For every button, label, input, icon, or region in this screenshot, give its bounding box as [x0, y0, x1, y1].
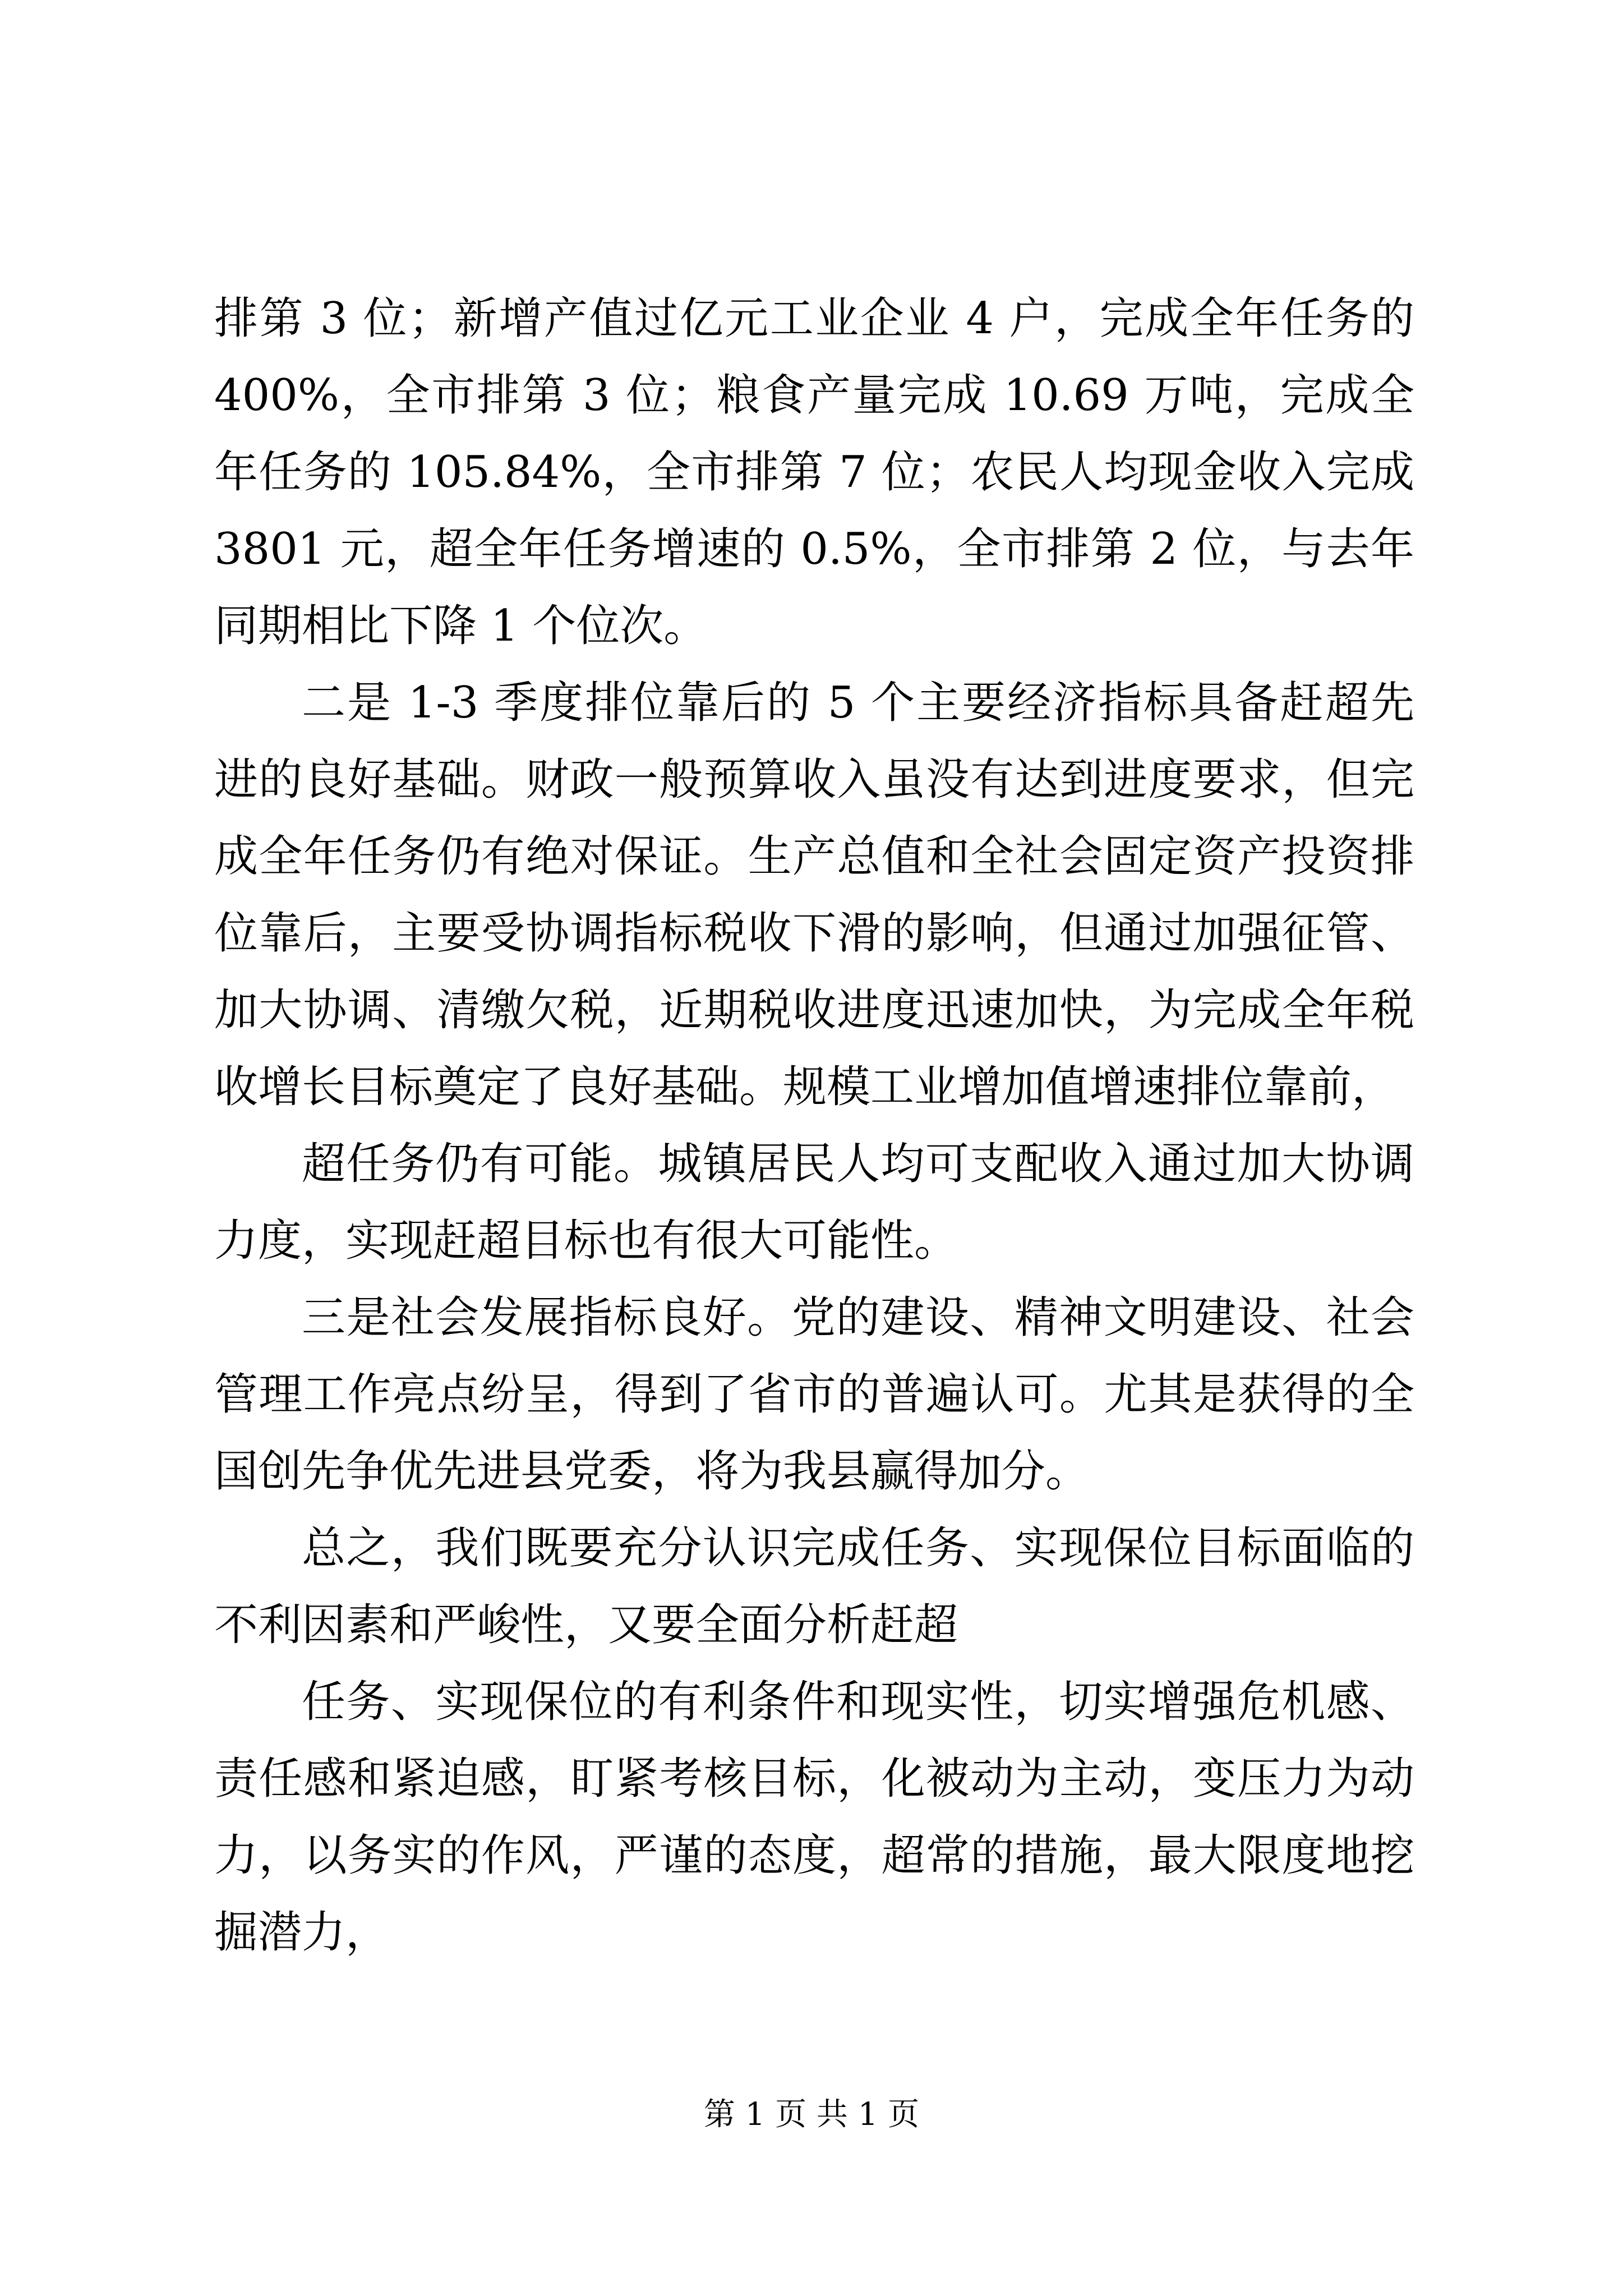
paragraph-point-two-continued: 超任务仍有可能。城镇居民人均可支配收入通过加大协调力度，实现赶超目标也有很大可能性。 [214, 1139, 1414, 1266]
paragraph-point-two: 二是 1-3 季度排位靠后的 5 个主要经济指标具备赶超先进的良好基础。财政一般预算收入虽没有达到进度要求，但完成全年任务仍有绝对保证。生产总值和全社会固定资产投资排位靠后，主要受协调指标税收下滑的影响，但通过加强征管、加大协调、清缴欠税，近期税收进度迅速加快，为完成全年税收增长目标奠定了良好基础。规模工业增加值增速排位靠前， [214, 678, 1414, 1112]
document-body [214, 280, 1414, 1971]
paragraph-summary: 总之，我们既要充分认识完成任务、实现保位目标面临的不利因素和严峻性，又要全面分析赶超 [214, 1523, 1414, 1650]
paragraph-point-three: 三是社会发展指标良好。党的建设、精神文明建设、社会管理工作亮点纷呈，得到了省市的普遍认可。尤其是获得的全国创先争优先进县党委，将为我县赢得加分。 [214, 1292, 1414, 1497]
paragraph-summary-continued: 任务、实现保位的有利条件和现实性，切实增强危机感、责任感和紧迫感，盯紧考核目标，化被动为主动，变压力为动力，以务实的作风，严谨的态度，超常的措施，最大限度地挖掘潜力， [214, 1677, 1414, 1958]
paragraph-continuation: 排第 3 位；新增产值过亿元工业企业 4 户，完成全年任务的 400%，全市排第 3 位；粮食产量完成 10.69 万吨，完成全年任务的 105.84%，全市排第 7 位；农民人均现金收入完成 3801 元，超全年任务增速的 0.5%，全市排第 2 位，与去年同期相比下降 1 个位次。 [214, 293, 1414, 651]
page-footer: 第 1 页 共 1 页 [703, 2096, 920, 2133]
